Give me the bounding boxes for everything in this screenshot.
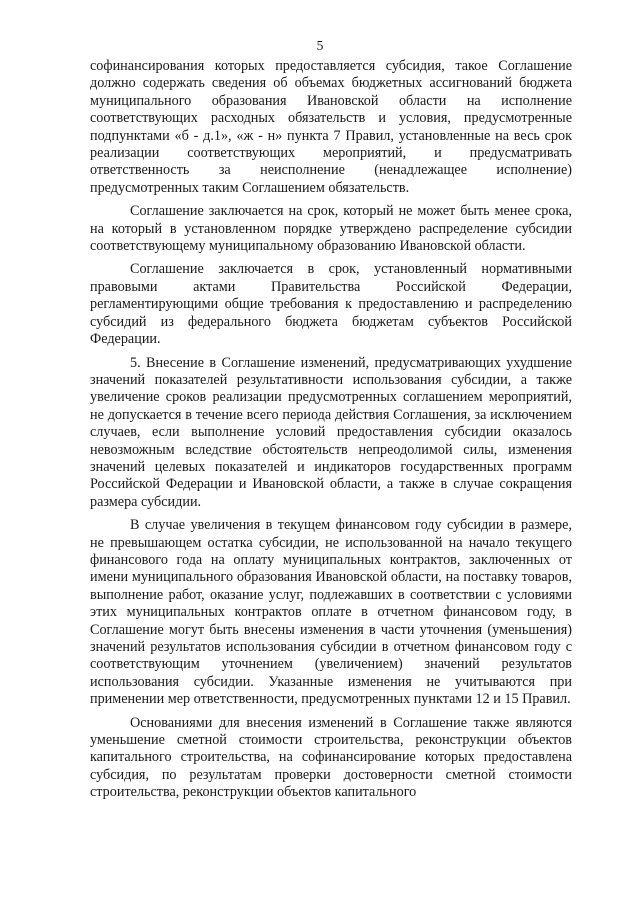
- paragraph-subsidy-increase: В случае увеличения в текущем финансовом году субсидии в размере, не превышающем остатка субсидии, не использованной на начало текущего финансового года на оплату муниципальных контрактов, заключенных от имени муниципального образования Ивановской области, на поставку товаров, выполнение работ, оказание услуг, подлежавших в соответствии с условиями этих муниципальных контрактов оплате в отчетном финансовом году, в Соглашение могут быть внесены изменения в части уточнения (уменьшения) значений результатов использования субсидии в отчетном финансовом году с соответствующим уточнением (увеличением) значений результатов использования субсидии. Указанные изменения не учитываются при применении мер ответственности, предусмотренных пунктами 12 и 15 Правил.: [90, 517, 572, 708]
- paragraph-agreement-deadline: Соглашение заключается в срок, установленный нормативными правовыми актами Правительства Российской Федерации, регламентирующими общие требования к предоставлению и распределению субсидий из федерального бюджета бюджетам субъектов Российской Федерации.: [90, 261, 572, 348]
- paragraph-continued: софинансирования которых предоставляется субсидия, такое Соглашение должно содержать сведения об объемах бюджетных ассигнований бюджета муниципального образования Ивановской области на исполнение соответствующих расходных обязательств и условия, предусмотренные подпунктами «б - д.1», «ж - н» пункта 7 Правил, установленные на весь срок реализации соответствующих мероприятий, и предусматривать ответственность за неисполнение (ненадлежащее исполнение) предусмотренных таким Соглашением обязательств.: [90, 58, 572, 196]
- paragraph-agreement-term: Соглашение заключается на срок, который не может быть менее срока, на который в установленном порядке утверждено распределение субсидии соответствующему муниципальному образованию Ивановской области.: [90, 203, 572, 255]
- document-body: [90, 58, 572, 808]
- paragraph-item-5-amendments: 5. Внесение в Соглашение изменений, предусматривающих ухудшение значений показателей результативности использования субсидии, а также увеличение сроков реализации предусмотренных соглашением мероприятий, не допускается в течение всего периода действия Соглашения, за исключением случаев, если выполнение условий предоставления субсидии оказалось невозможным вследствие обстоятельств непреодолимой силы, изменения значений целевых показателей и индикаторов государственных программ Российской Федерации и Ивановской области, а также в случае сокращения размера субсидии.: [90, 354, 572, 510]
- paragraph-amendment-grounds: Основаниями для внесения изменений в Соглашение также являются уменьшение сметной стоимости строительства, реконструкции объектов капитального строительства, на софинансирование которых предоставлена субсидия, по результатам проверки достоверности сметной стоимости строительства, реконструкции объектов капитального: [90, 714, 572, 801]
- page-number: 5: [316, 38, 324, 53]
